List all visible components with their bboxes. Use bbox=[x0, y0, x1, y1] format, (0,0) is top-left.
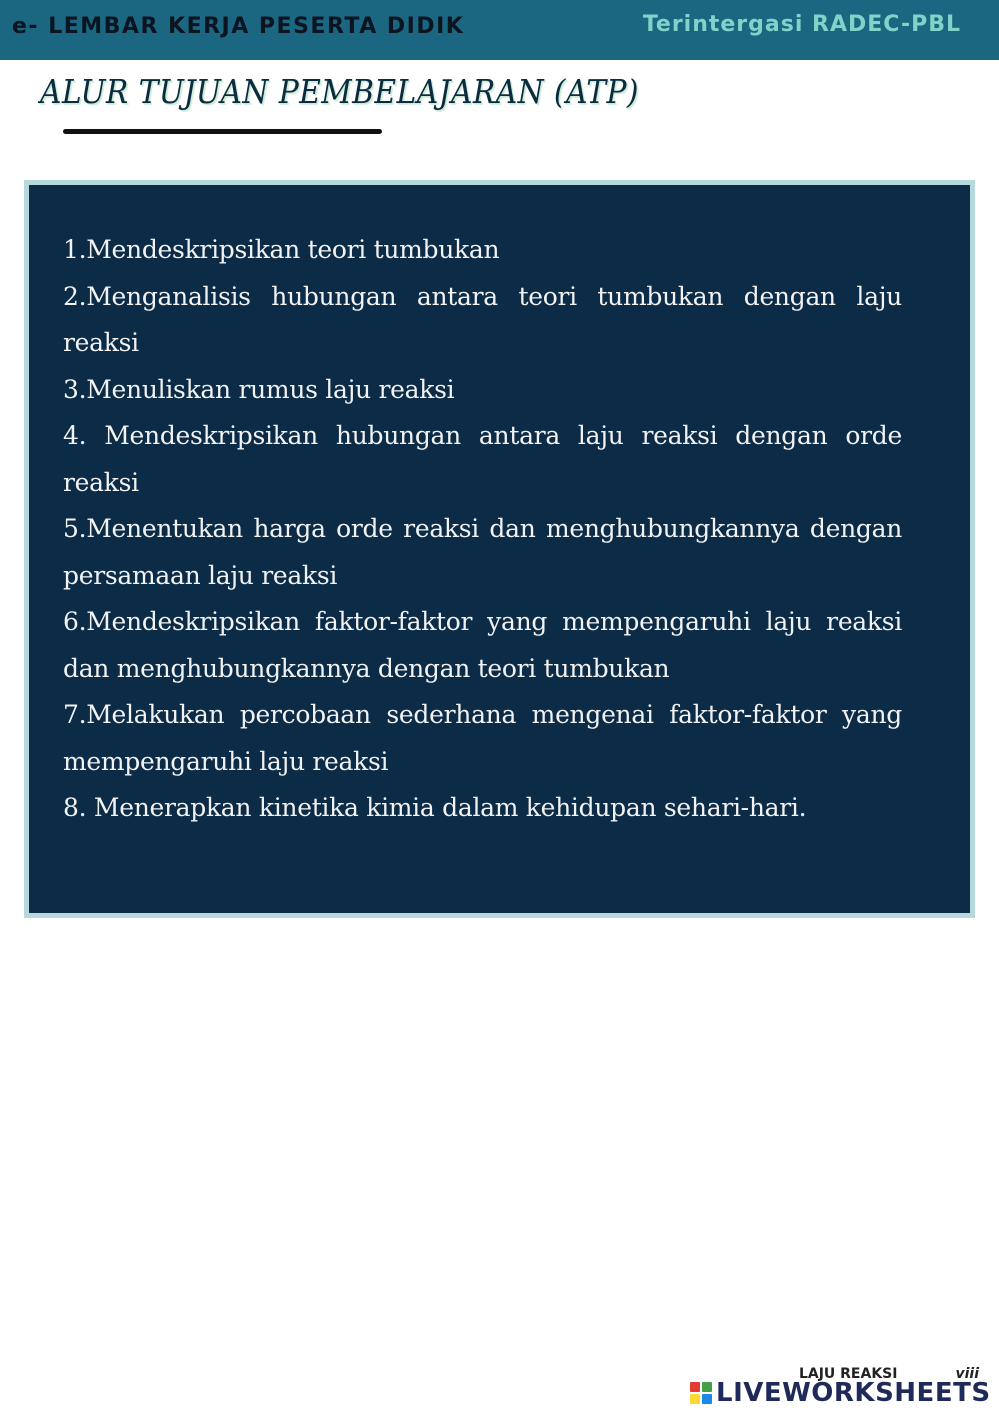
atp-item: 1.Mendeskripsikan teori tumbukan bbox=[63, 235, 500, 264]
logo-square-icon bbox=[690, 1394, 700, 1404]
page-title: ALUR TUJUAN PEMBELAJARAN (ATP) bbox=[40, 72, 639, 111]
title-underline bbox=[63, 129, 382, 134]
atp-item: 3.Menuliskan rumus laju reaksi bbox=[63, 374, 455, 404]
footer-page-number: viii bbox=[955, 1366, 979, 1382]
logo-square-icon bbox=[702, 1382, 712, 1392]
header-right-subtitle: Terintergasi RADEC-PBL bbox=[642, 12, 961, 37]
atp-panel bbox=[24, 180, 975, 918]
atp-item: 5.Menentukan harga orde reaksi dan menghubungkannya dengan persamaan laju reaksi bbox=[63, 514, 902, 590]
atp-item: 6.Mendeskripsikan faktor-faktor yang mempengaruhi laju reaksi dan menghubungkannya dengan teori tumbukan bbox=[63, 607, 902, 683]
logo-square-icon bbox=[702, 1394, 712, 1404]
atp-list bbox=[63, 227, 902, 832]
atp-item: 4. Mendeskripsikan hubungan antara laju reaksi dengan orde reaksi bbox=[63, 421, 902, 497]
atp-item: 7.Melakukan percobaan sederhana mengenai faktor-faktor yang mempengaruhi laju reaksi bbox=[63, 700, 902, 776]
liveworksheets-wordmark: LIVEWORKSHEETS bbox=[716, 1378, 991, 1408]
liveworksheets-logo[interactable] bbox=[690, 1378, 991, 1408]
footer-topic: LAJU REAKSI bbox=[798, 1366, 898, 1382]
header-bar bbox=[0, 0, 999, 60]
liveworksheets-squares-icon bbox=[690, 1382, 712, 1404]
atp-item: 2.Menganalisis hubungan antara teori tumbukan dengan laju reaksi bbox=[63, 281, 902, 357]
atp-item: 8. Menerapkan kinetika kimia dalam kehidupan sehari-hari. bbox=[63, 793, 807, 822]
header-left-title: e- LEMBAR KERJA PESERTA DIDIK bbox=[12, 14, 465, 39]
logo-square-icon bbox=[690, 1382, 700, 1392]
